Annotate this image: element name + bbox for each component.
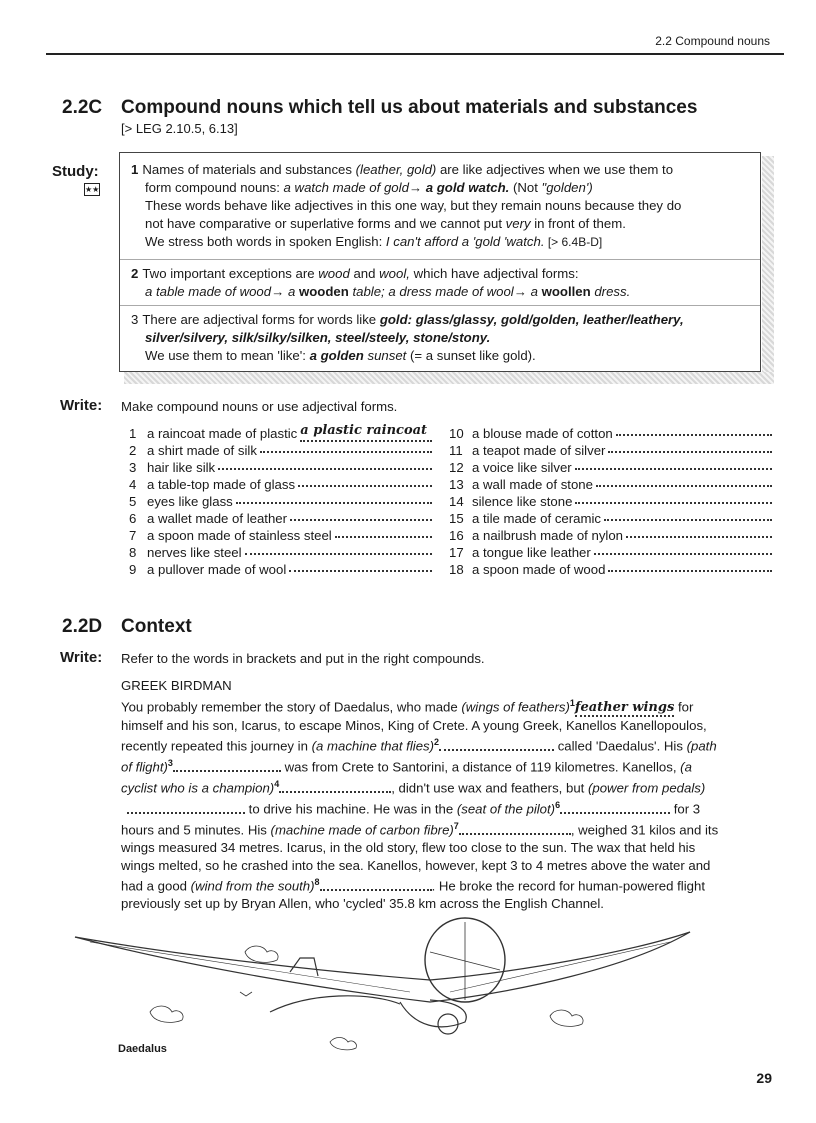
- answer-field[interactable]: feather wings: [574, 699, 675, 715]
- exercise-item[interactable]: 1 a raincoat made of plastic a plastic raincoat: [129, 425, 432, 442]
- daedalus-aircraft-illustration: [70, 912, 700, 1062]
- answer-field[interactable]: [298, 476, 432, 487]
- answer-field[interactable]: [320, 880, 432, 891]
- answer-field[interactable]: [626, 527, 772, 538]
- box-shadow: [124, 372, 774, 384]
- answer-field[interactable]: [608, 442, 772, 453]
- exercise-item[interactable]: 5 eyes like glass: [129, 493, 432, 510]
- exercise-item[interactable]: 12 a voice like silver: [449, 459, 772, 476]
- arrow-icon: →: [408, 180, 423, 195]
- section-reference: [> LEG 2.10.5, 6.13]: [121, 121, 238, 136]
- study-label: Study:: [52, 163, 99, 180]
- exercise-item[interactable]: 9 a pullover made of wool: [129, 561, 432, 578]
- story-title: GREEK BIRDMAN: [121, 678, 232, 693]
- answer-field[interactable]: [290, 510, 432, 521]
- section-title-d: Context: [121, 616, 192, 637]
- answer-field[interactable]: [459, 824, 571, 835]
- exercise-item[interactable]: 3 hair like silk: [129, 459, 432, 476]
- answer-field[interactable]: [236, 493, 432, 504]
- answer-field[interactable]: [608, 561, 772, 572]
- study-point-3: 3 There are adjectival forms for words like gold: glass/glassy, gold/golden, leather/leathery, silver/silvery, silk/silky/silken, steel/steely, stone/stony. We use them to mean 'like': a golden sunset (= a sunset like gold).: [131, 312, 684, 363]
- box-shadow: [762, 156, 774, 384]
- page-number: 29: [756, 1070, 772, 1086]
- exercise-item[interactable]: 13 a wall made of stone: [449, 476, 772, 493]
- exercise-item[interactable]: 4 a table-top made of glass: [129, 476, 432, 493]
- answer-field[interactable]: [335, 527, 432, 538]
- exercise-item[interactable]: 7 a spoon made of stainless steel: [129, 527, 432, 544]
- exercise-item[interactable]: 11 a teapot made of silver: [449, 442, 772, 459]
- write-instruction-c: Make compound nouns or use adjectival forms.: [121, 399, 398, 414]
- divider: [120, 305, 760, 306]
- difficulty-stars-icon: ★★: [85, 185, 100, 194]
- exercise-item[interactable]: 2 a shirt made of silk: [129, 442, 432, 459]
- answer-field[interactable]: [575, 493, 772, 504]
- exercise-item[interactable]: 14 silence like stone: [449, 493, 772, 510]
- write-label-c: Write:: [60, 397, 103, 414]
- exercise-item[interactable]: 8 nerves like steel: [129, 544, 432, 561]
- answer-field[interactable]: [127, 803, 245, 814]
- exercise-item[interactable]: 6 a wallet made of leather: [129, 510, 432, 527]
- exercise-item[interactable]: 15 a tile made of ceramic: [449, 510, 772, 527]
- answer-field[interactable]: a plastic raincoat: [300, 425, 432, 442]
- answer-field[interactable]: [260, 442, 432, 453]
- answer-field[interactable]: [596, 476, 772, 487]
- arrow-icon: →: [513, 284, 527, 299]
- exercise-item[interactable]: 18 a spoon made of wood: [449, 561, 772, 578]
- study-point-1: 1 Names of materials and substances (leather, gold) are like adjectives when we use them to form compound nouns: a watch made of gold→ a gold watch. (Not "golden') These words behave like adjectives in this one way, but they remain nouns because they do not have comparative or superlative forms and we cannot put very in front of them. We stress both words in spoken English: I can't afford a 'gold 'watch. [> 6.4B-D]: [131, 162, 682, 249]
- section-number-d: 2.2D: [62, 616, 103, 637]
- exercise-item[interactable]: 10 a blouse made of cotton: [449, 425, 772, 442]
- divider: [120, 259, 760, 260]
- answer-field[interactable]: [173, 761, 281, 772]
- answer-field[interactable]: [218, 459, 432, 470]
- exercise-list-left: [129, 425, 432, 578]
- answer-field[interactable]: [289, 561, 432, 572]
- write-instruction-d: Refer to the words in brackets and put in the right compounds.: [121, 651, 485, 666]
- answer-field[interactable]: [279, 782, 391, 793]
- answer-field[interactable]: [439, 740, 554, 751]
- exercise-list-right: [449, 425, 772, 578]
- context-passage: GREEK BIRDMAN You probably remember the story of Daedalus, who made (wings of feathers)$^1$feather wings for himself and his son, Icarus, to escape Minos, King of Crete. A young Greek, Kanellos Kanellopoulos, recently repeated this journey in (a machine that flies)$^2$ called 'Daedalus'. His (path of flight)$^3$ was from Crete to Santorini, a distance of 119 kilometres. Kanellos, (a cyclist who is a champion)$^4$ , didn't use wax and feathers, but (power from pedals) to drive his machine. He was in the (seat of the pilot)$^6$ for 3 hours and 5 minutes. His (machine made of carbon fibre)$^7$ , weighed 31 kilos and its wings measured 34 metres. Icarus, in the old story, flew too close to the sun. The wax that held his wings melted, so he crashed into the sea. Kanellos, however, kept 3 to 4 metres above the water and had a good (wind from the south)$^8$ . He broke the record for human-powered flight previously set up by Bryan Allen, who 'cycled' 35.8 km across the English Channel.: [121, 677, 781, 913]
- answer-field[interactable]: [560, 803, 670, 814]
- study-box: [119, 152, 761, 372]
- exercise-item[interactable]: 17 a tongue like leather: [449, 544, 772, 561]
- answer-field[interactable]: [616, 425, 772, 436]
- section-title-c: Compound nouns which tell us about materials and substances: [121, 97, 698, 118]
- answer-field[interactable]: [575, 459, 772, 470]
- answer-field[interactable]: [594, 544, 772, 555]
- answer-field[interactable]: [604, 510, 772, 521]
- answer-field[interactable]: [245, 544, 432, 555]
- write-label-d: Write:: [60, 649, 103, 666]
- exercise-item[interactable]: 16 a nailbrush made of nylon: [449, 527, 772, 544]
- arrow-icon: →: [271, 284, 285, 299]
- section-number-c: 2.2C: [62, 97, 103, 118]
- study-point-2: 2 Two important exceptions are wood and wool, which have adjectival forms: a table made of wood→ a wooden table; a dress made of wool→ a woollen dress.: [131, 266, 631, 299]
- illustration-caption: Daedalus: [118, 1043, 167, 1055]
- header-rule: [46, 53, 784, 55]
- running-head: 2.2 Compound nouns: [655, 34, 770, 48]
